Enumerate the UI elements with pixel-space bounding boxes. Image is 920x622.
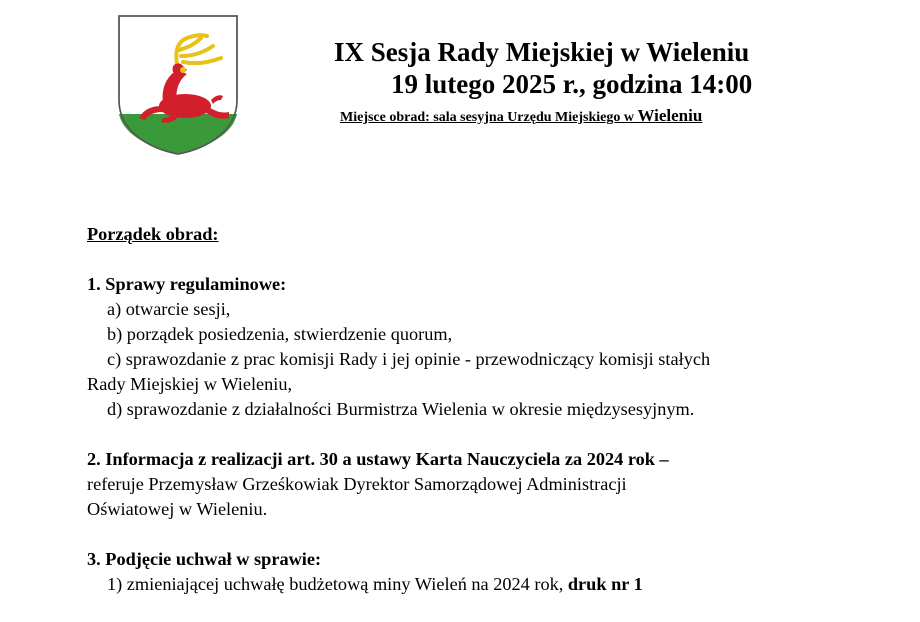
session-title (334, 36, 814, 100)
venue-text: Miejsce obrad: sala sesyjna Urzędu Miejskiego w (340, 110, 638, 125)
venue-place: Wieleniu (637, 106, 703, 125)
title-line-2: 19 lutego 2025 r., godzina 14:00 (391, 69, 753, 99)
coat-of-arms-icon (117, 14, 239, 156)
agenda (87, 222, 867, 622)
section-1-title: 1. Sprawy regulaminowe: (87, 274, 287, 294)
section-2-title: 2. Informacja z realizacji art. 30 a ustawy Karta Nauczyciela za 2024 rok (87, 449, 655, 469)
agenda-section-1 (87, 272, 867, 422)
section-1-item-a: a) otwarcie sesji, (107, 299, 231, 319)
venue-line (340, 106, 702, 126)
section-1-item-c-continuation: Rady Miejskiej w Wieleniu, (87, 374, 293, 394)
section-2-title-dash: – (654, 449, 669, 469)
section-3-title: 3. Podjęcie uchwał w sprawie: (87, 549, 322, 569)
section-3-item-1 (87, 572, 867, 597)
agenda-section-2 (87, 447, 867, 522)
section-3-item-1-print: druk nr 1 (563, 574, 643, 594)
title-line-1: IX Sesja Rady Miejskiej w Wieleniu (334, 37, 750, 67)
section-2-line-2: Oświatowej w Wieleniu. (87, 499, 268, 519)
section-1-item-b: b) porządek posiedzenia, stwierdzenie quorum, (107, 324, 453, 344)
section-1-item-d: d) sprawozdanie z działalności Burmistrza Wielenia w okresie międzysesyjnym. (107, 399, 695, 419)
agenda-section-3 (87, 547, 867, 597)
section-2-title-line (87, 447, 867, 472)
section-1-item-c: c) sprawozdanie z prac komisji Rady i jej opinie - przewodniczący komisji stałych (107, 349, 711, 369)
agenda-heading: Porządek obrad: (87, 224, 219, 244)
section-2-line-1: referuje Przemysław Grześkowiak Dyrektor Samorządowej Administracji (87, 474, 627, 494)
section-3-item-1-text: 1) zmieniającej uchwałę budżetową miny Wieleń na 2024 rok, (107, 574, 564, 594)
